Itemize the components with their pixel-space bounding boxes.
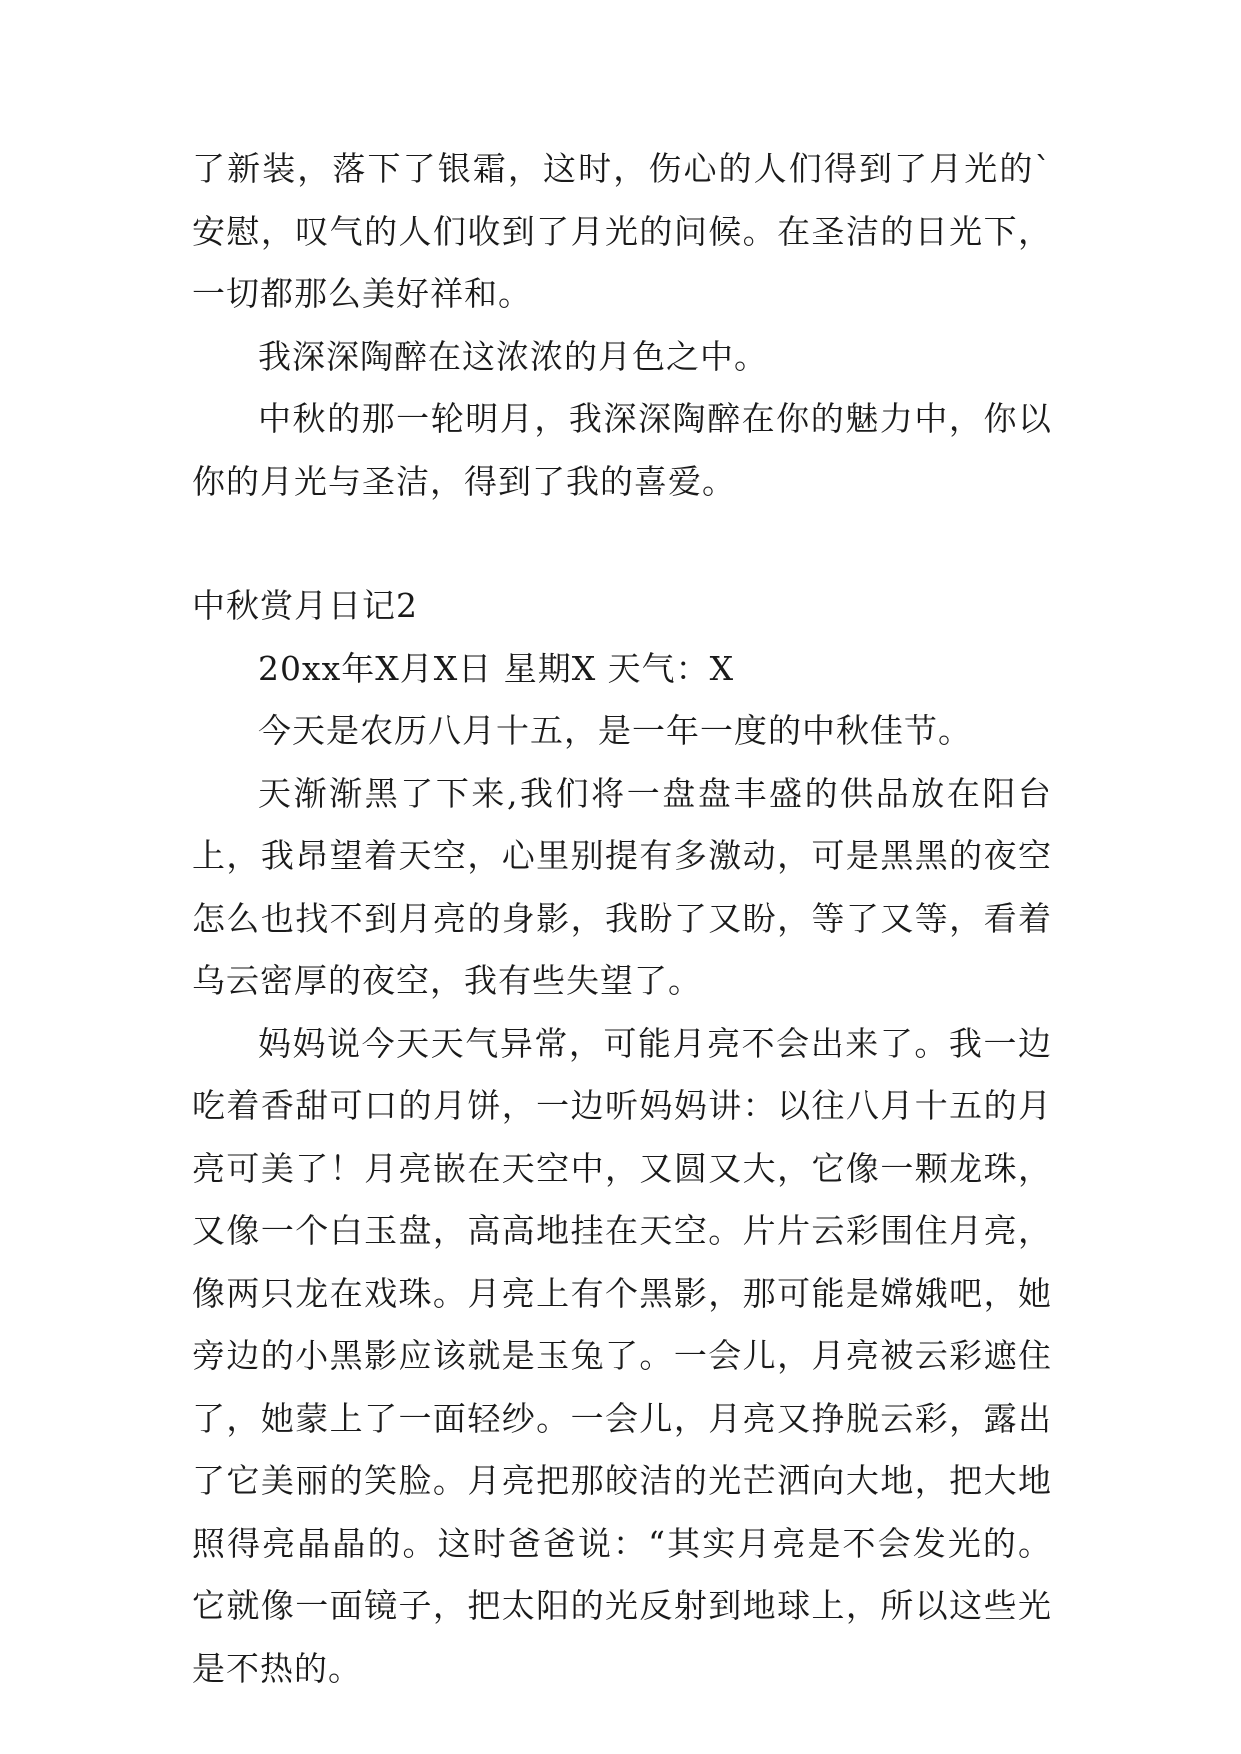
paragraph-festival: 今天是农历八月十五，是一年一度的中秋佳节。 (258, 711, 972, 750)
document-body (192, 138, 1052, 1700)
continued-paragraph: 了新装，落下了银霜，这时，伤心的人们得到了月光的`安慰，叹气的人们收到了月光的问候。在圣洁的日光下，一切都那么美好祥和。 (192, 149, 1052, 313)
section-title: 中秋赏月日记2 (192, 586, 418, 625)
paragraph-mother-story: 妈妈说今天天气异常，可能月亮不会出来了。我一边吃着香甜可口的月饼，一边听妈妈讲：以往八月十五的月亮可美了！月亮嵌在天空中，又圆又大，它像一颗龙珠，又像一个白玉盘，高高地挂在天空。片片云彩围住月亮，像两只龙在戏珠。月亮上有个黑影，那可能是嫦娥吧，她旁边的小黑影应该就是玉兔了。一会儿，月亮被云彩遮住了，她蒙上了一面轻纱。一会儿，月亮又挣脱云彩，露出了它美丽的笑脸。月亮把那皎洁的光芒洒向大地，把大地照得亮晶晶的。这时爸爸说：“其实月亮是不会发光的。它就像一面镜子，把太阳的光反射到地球上，所以这些光是不热的。 (192, 1023, 1052, 1688)
paragraph-closing: 中秋的那一轮明月，我深深陶醉在你的魅力中，你以你的月光与圣洁，得到了我的喜爱。 (192, 399, 1052, 501)
date-line: 20xx年X月X日 星期X 天气：X (258, 648, 735, 688)
section-spacer (192, 513, 1052, 575)
paragraph-intoxicated: 我深深陶醉在这浓浓的月色之中。 (258, 336, 768, 376)
paragraph-waiting: 天渐渐黑了下来,我们将一盘盘丰盛的供品放在阳台上，我昂望着天空，心里别提有多激动，可是黑黑的夜空怎么也找不到月亮的身影，我盼了又盼，等了又等，看着乌云密厚的夜空，我有些失望了。 (192, 773, 1052, 1000)
